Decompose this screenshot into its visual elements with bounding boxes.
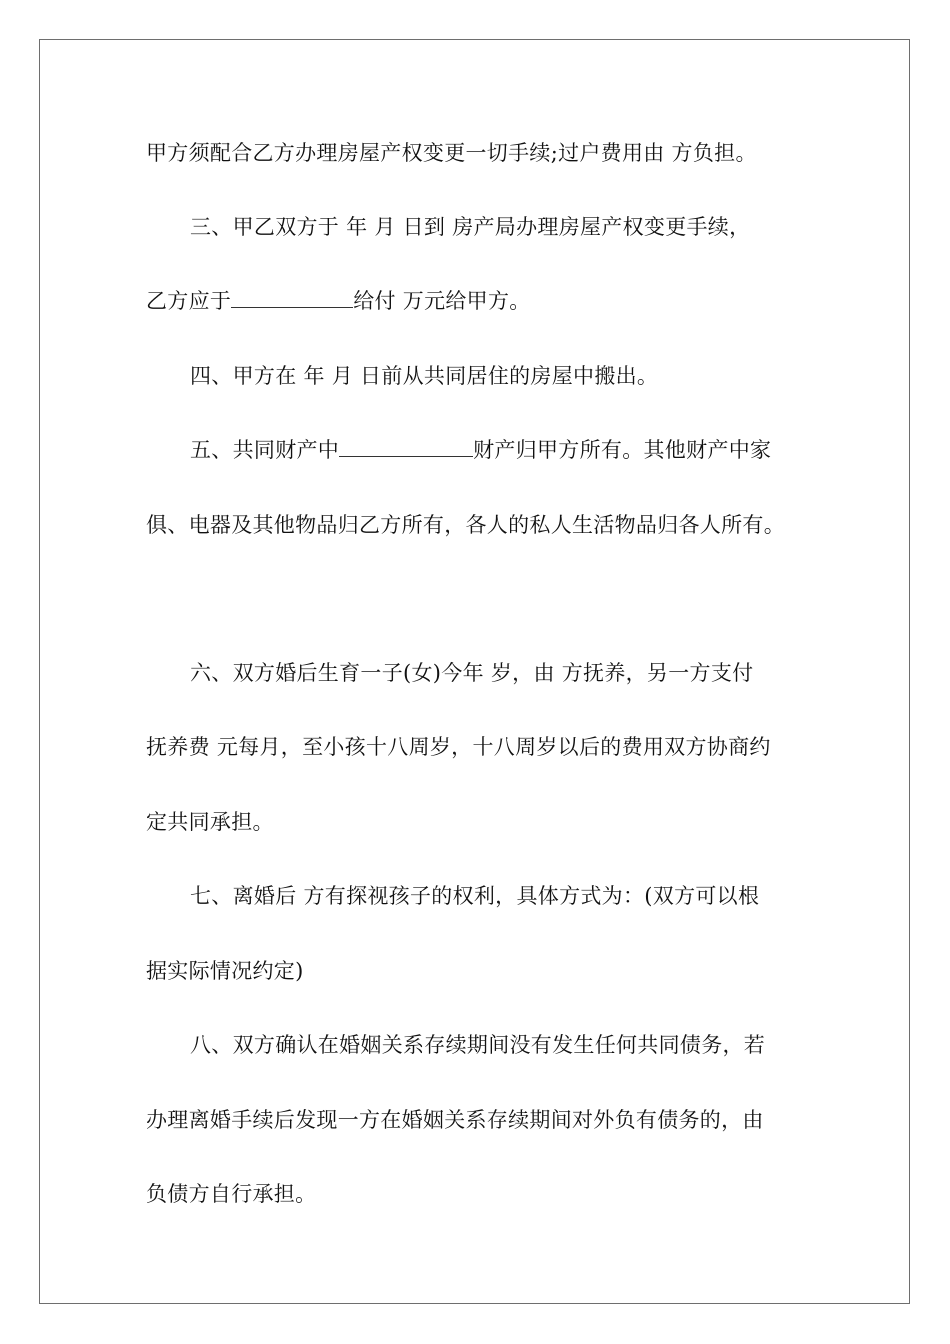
clause-4-line-1: 四、甲方在 年 月 日前从共同居住的房屋中搬出。: [190, 364, 659, 388]
clause-5-text-a: 五、共同财产中: [190, 438, 340, 462]
clause-6-line-3: 定共同承担。: [146, 810, 274, 834]
blank-field-payment-date: [231, 289, 353, 308]
clause-3-text-b: 给付 万元给甲方。: [353, 289, 531, 313]
clause-8-line-3: 负债方自行承担。: [146, 1182, 317, 1206]
clause-3-line-1: 三、甲乙双方于 年 月 日到 房产局办理房屋产权变更手续，: [190, 215, 751, 239]
clause-8-line-1: 八、双方确认在婚姻关系存续期间没有发生任何共同债务，若: [190, 1033, 766, 1057]
clause-3-text-a: 乙方应于: [146, 289, 232, 313]
clause-5-line-1: [190, 436, 771, 464]
clause-5-text-b: 财产归甲方所有。其他财产中家: [473, 438, 772, 462]
clause-5-line-2: 俱、电器及其他物品归乙方所有，各人的私人生活物品归各人所有。: [146, 513, 785, 537]
clause-8-line-2: 办理离婚手续后发现一方在婚姻关系存续期间对外负有债务的，由: [146, 1108, 764, 1132]
text-line-1: 甲方须配合乙方办理房屋产权变更一切手续;过户费用由 方负担。: [146, 141, 757, 165]
clause-6-line-2: 抚养费 元每月，至小孩十八周岁，十八周岁以后的费用双方协商约: [146, 735, 771, 759]
blank-field-property: [339, 438, 473, 457]
clause-3-line-2: [146, 287, 531, 315]
clause-6-line-1: 六、双方婚后生育一子(女)今年 岁，由 方抚养，另一方支付: [190, 661, 754, 685]
clause-7-line-1: 七、离婚后 方有探视孩子的权利，具体方式为：(双方可以根: [190, 884, 760, 908]
clause-7-line-2: 据实际情况约定): [146, 959, 304, 983]
